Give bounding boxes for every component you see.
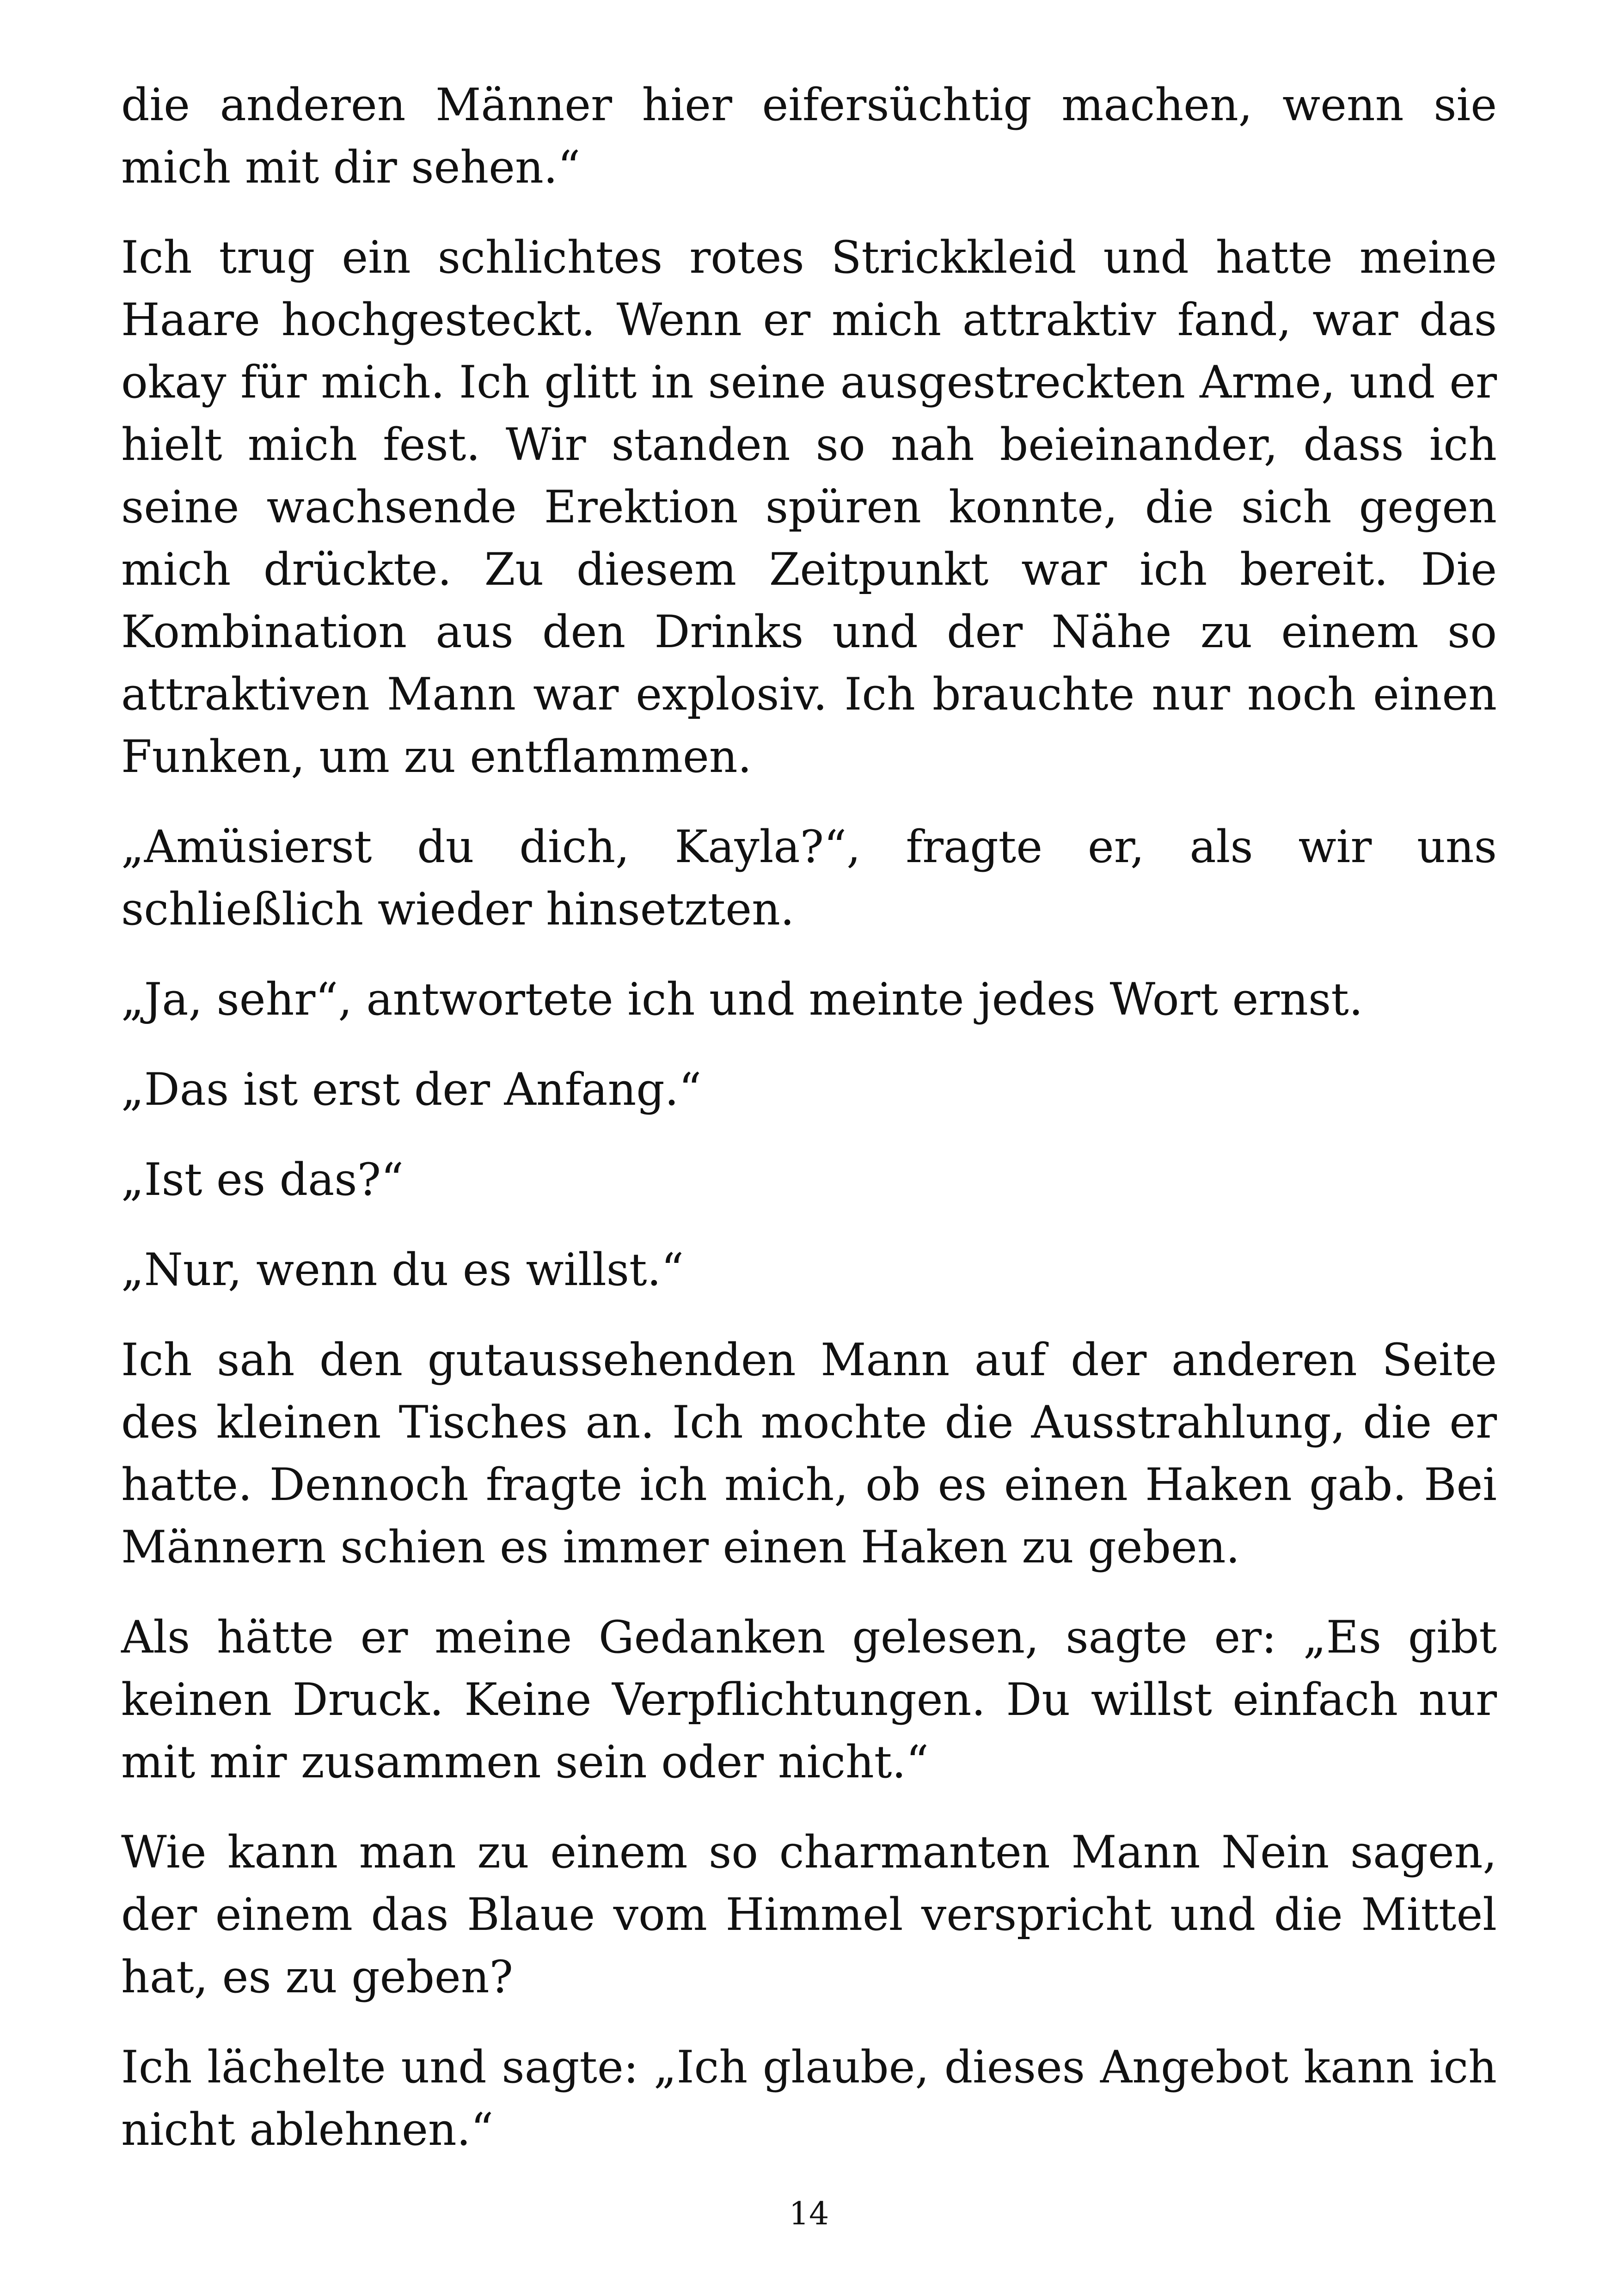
paragraph-3: „Amüsierst du dich, Kayla?“, fragte er, als wir uns schließlich wieder hinsetzten. — [121, 821, 1497, 935]
paragraph-8: Ich sah den gutaussehenden Mann auf der anderen Seite des kleinen Tisches an. Ich mochte die Ausstrahlung, die er hatte. Dennoch fragte ich mich, ob es einen Haken gab. Bei Männern schien es immer einen Haken zu geben. — [121, 1334, 1497, 1573]
paragraph-2: Ich trug ein schlichtes rotes Strickkleid und hatte meine Haare hochgesteckt. Wenn er mich attraktiv fand, war das okay für mich. Ich glitt in seine ausgestreckten Arme, und er hielt mich fest. Wir standen so nah beieinander, dass ich seine wachsende Erektion spüren konnte, die sich gegen mich drückte. Zu diesem Zeitpunkt war ich bereit. Die Kombination aus den Drinks und der Nähe zu einem so attraktiven Mann war explosiv. Ich brauchte nur noch einen Funken, um zu entflammen. — [121, 232, 1497, 783]
paragraph-5: „Das ist erst der Anfang.“ — [121, 1064, 702, 1115]
paragraph-9: Als hätte er meine Gedanken gelesen, sagte er: „Es gibt keinen Druck. Keine Verpflichtungen. Du willst einfach nur mit mir zusammen sein oder nicht.“ — [121, 1611, 1497, 1788]
paragraph-6: „Ist es das?“ — [121, 1154, 404, 1206]
paragraph-4: „Ja, sehr“, antwortete ich und meinte jedes Wort ernst. — [121, 974, 1363, 1025]
paragraph-1: die anderen Männer hier eifersüchtig machen, wenn sie mich mit dir sehen.“ — [121, 79, 1497, 193]
paragraph-11: Ich lächelte und sagte: „Ich glaube, dieses Angebot kann ich nicht ablehnen.“ — [121, 2041, 1497, 2155]
body-text — [121, 74, 1497, 2189]
page-number: 14 — [789, 2196, 829, 2232]
paragraph-7: „Nur, wenn du es willst.“ — [121, 1244, 684, 1296]
paragraph-10: Wie kann man zu einem so charmanten Mann Nein sagen, der einem das Blaue vom Himmel verspricht und die Mittel hat, es zu geben? — [121, 1826, 1497, 2003]
